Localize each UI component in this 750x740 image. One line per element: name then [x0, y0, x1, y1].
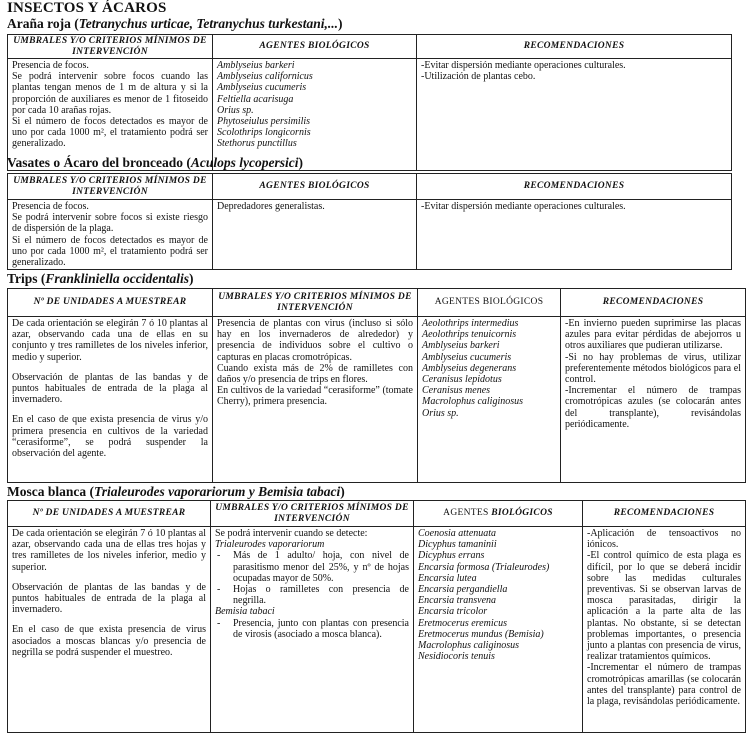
recomendacion-item: -En invierno pueden suprimirse las placas azules para evitar pérdidas de abejorros u otros auxiliares que pudieran utilizarse.: [565, 318, 741, 352]
umbral-line: Se podrá intervenir sobre focos cuando las plantas tengan menos de 1 m de altura y si la proporción de auxiliares es menor de 1 fitoseido por cada 10 arañas rojas.: [12, 71, 208, 116]
recomendacion-item: -Evitar dispersión mediante operaciones culturales.: [421, 60, 626, 71]
cell-recomendaciones: [561, 317, 746, 483]
header-umbrales: UMBRALES Y/O CRITERIOS MÍNIMOS DE INTERVENCIÓN: [211, 501, 414, 527]
agente-item: Eretmocerus mundus (Bemisia): [418, 628, 544, 640]
cell-muestreo: [8, 527, 211, 733]
umbral-line: Cuando exista más de 2% de ramilletes con daños y/o presencia de trips en flores.: [217, 362, 413, 386]
section-title-text: Trips (: [7, 271, 46, 286]
umbral-line: Presencia de focos.: [12, 60, 89, 71]
cell-agentes: [418, 317, 561, 483]
header-agentes: AGENTES BIOLÓGICOS: [418, 289, 561, 317]
recomendacion-item: -El control químico de esta plaga es difícil, por lo que se deberá incidir sobre las medidas culturales preventivas. Si se observan larvas de mosca parasitadas, dirigir la aplicación a la parte alta de las plantas. No obstante, si se detectan problemas importantes, o presencia junto a plantas con presencia de virus, realizar tratamientos químicos.: [587, 550, 741, 663]
muestreo-paragraph: Observación de plantas de las bandas y de puntos habituales de entrada de la plaga al invernadero.: [12, 371, 208, 406]
umbral-line: En cultivos de la variedad “cerasiforme” (tomate Cherry), primera presencia.: [217, 385, 413, 408]
cell-muestreo: [8, 317, 213, 483]
agente-item: Eretmocerus eremicus: [418, 617, 507, 629]
recomendacion-item: -Aplicación de tensoactivos no iónicos.: [587, 528, 741, 551]
muestreo-paragraph: De cada orientación se elegirán 7 ó 10 plantas al azar, observando cada una de ellas en su conjunto y tres ramilletes de los niveles inferior, medio y superior.: [12, 318, 208, 363]
agente-item: Nesidiocoris tenuis: [418, 651, 495, 663]
cell-umbrales: [213, 317, 418, 483]
agente-item: Scolothrips longicornis: [217, 127, 311, 139]
section-title-species: Trialeurodes vaporariorum y Bemisia tabaci: [94, 484, 341, 499]
agente-item: Ceranisus lepidotus: [422, 374, 502, 386]
agente-item: Amblyseius californicus: [217, 71, 313, 83]
table-vasates: [7, 173, 732, 270]
section-title-end: ): [340, 484, 345, 499]
section-title-end: ): [189, 271, 194, 286]
header-umbrales: UMBRALES Y/O CRITERIOS MÍNIMOS DE INTERVENCIÓN: [8, 174, 213, 200]
agente-item: Amblyseius cucumeris: [217, 82, 307, 94]
umbral-line: Se podrá intervenir sobre focos si existe riesgo de dispersión de la plaga.: [12, 212, 208, 235]
section-title-mosca-blanca: [7, 484, 345, 500]
section-title-text: Araña roja (: [7, 16, 79, 31]
table-arana-roja: [7, 34, 732, 171]
muestreo-paragraph: Observación de plantas de las bandas y de puntos habituales de entrada de la plaga al invernadero.: [12, 581, 206, 616]
agente-item: Aeolothrips tenuicornis: [422, 329, 517, 341]
section-title-species: Tetranychus urticae, Tetranychus turkestani,...: [78, 16, 339, 31]
header-biologicos-word: BIOLÓGICOS: [491, 508, 553, 519]
agente-item: Coenosia attenuata: [418, 528, 497, 539]
recomendacion-item: -Si no hay problemas de virus, utilizar preferentemente métodos biológicos para el control.: [565, 351, 741, 386]
section-title-text: Mosca blanca (: [7, 484, 94, 499]
cell-umbrales: [8, 59, 213, 171]
header-recomendaciones: RECOMENDACIONES: [417, 35, 732, 59]
agente-item: Dicyphus errans: [418, 550, 485, 562]
umbral-bullet: - Hojas o ramilletes con presencia de negrilla.: [215, 584, 409, 606]
umbral-line: Presencia de focos.: [12, 201, 89, 212]
header-umbrales: UMBRALES Y/O CRITERIOS MÍNIMOS DE INTERVENCIÓN: [8, 35, 213, 59]
muestreo-paragraph: En el caso de que exista presencia de virus asociados a moscas blancas y/o presencia de negrilla se podrá suspender el muestreo.: [12, 624, 206, 658]
section-title-end: ): [298, 155, 303, 170]
agente-item: Amblyseius degenerans: [422, 362, 517, 374]
muestreo-paragraph: De cada orientación se elegirán 7 ó 10 plantas al azar, observando cada una de ellas tres hojas y tres ramilletes de los niveles inferior, medio y superior.: [12, 528, 206, 573]
section-title-text: Vasates o Ácaro del bronceado (: [7, 155, 191, 170]
cell-recomendaciones: [583, 527, 746, 733]
agente-item: Amblyseius barkeri: [217, 60, 295, 71]
recomendacion-item: -Utilización de plantas cebo.: [421, 71, 536, 83]
agente-item: Phytoseiulus persimilis: [217, 116, 311, 128]
agente-item: Ceranisus menes: [422, 385, 491, 397]
agente-item: Stethorus punctillus: [217, 138, 297, 150]
umbral-bullet: - Presencia, junto con plantas con presencia de virosis (asociado a mosca blanca).: [215, 618, 409, 640]
header-agentes: AGENTES BIOLÓGICOS: [213, 35, 417, 59]
agente-item: Orius sp.: [217, 104, 254, 116]
cell-recomendaciones: -Evitar dispersión mediante operaciones culturales.: [417, 200, 732, 270]
header-umbrales: UMBRALES Y/O CRITERIOS MÍNIMOS DE INTERVENCIÓN: [213, 289, 418, 317]
section-title-end: ): [338, 16, 343, 31]
agente-item: Feltiella acarisuga: [217, 93, 294, 105]
agente-item: Encarsia tricolor: [418, 606, 488, 618]
header-muestreo: Nº DE UNIDADES A MUESTREAR: [8, 289, 213, 317]
umbral-line: Presencia de plantas con virus (incluso si sólo hay en los invernaderos de alrededor) y presencia de individuos sobre el cultivo o capturas en placas cromotrópicas.: [217, 318, 413, 363]
cell-umbrales: [211, 527, 414, 733]
agente-item: Macrolophus caliginosus: [422, 396, 524, 408]
table-mosca-blanca: [7, 500, 746, 733]
umbral-intro: Se podrá intervenir cuando se detecte:: [215, 528, 368, 539]
header-agentes: AGENTES BIOLÓGICOS: [213, 174, 417, 200]
header-recomendaciones: RECOMENDACIONES: [417, 174, 732, 200]
header-agentes-word: AGENTES: [443, 508, 489, 519]
umbral-line: Si el número de focos detectados es mayor de uno por cada 1000 m², el tratamiento podrá ser generalizado.: [12, 116, 208, 150]
agente-item: Amblyseius cucumeris: [422, 351, 512, 363]
cell-agentes: Depredadores generalistas.: [213, 200, 417, 270]
agente-item: Encarsia lutea: [418, 572, 477, 584]
cell-agentes: [414, 527, 583, 733]
agente-item: Dicyphus tamaninii: [418, 539, 497, 551]
umbral-bullet: - Más de 1 adulto/ hoja, con nivel de parasitismo menor del 25%, y nº de hojas ocupadas mayor de 50%.: [215, 550, 409, 584]
section-title-species: Frankliniella occidentalis: [45, 271, 190, 286]
section-title-species: Aculops lycopersici: [190, 155, 299, 170]
umbral-species: Trialeurodes vaporariorum: [215, 539, 325, 551]
agente-item: Aeolothrips intermedius: [422, 318, 519, 329]
header-recomendaciones: RECOMENDACIONES: [561, 289, 746, 317]
umbral-species: Bemisia tabaci: [215, 606, 275, 618]
agente-item: Amblyseius barkeri: [422, 340, 500, 352]
header-agentes: [414, 501, 583, 527]
section-title-trips: [7, 271, 194, 287]
section-title-vasates: [7, 155, 303, 171]
umbral-line: Si el número de focos detectados es mayor de uno por cada 1000 m², el tratamiento podrá ser generalizado.: [12, 234, 208, 269]
agente-item: Encarsia transvena: [418, 595, 497, 607]
table-trips: [7, 288, 746, 483]
agente-item: Encarsia pergandiella: [418, 584, 508, 596]
agente-item: Macrolophus caliginosus: [418, 640, 520, 652]
cell-agentes: [213, 59, 417, 171]
page-title: INSECTOS Y ÁCAROS: [7, 0, 167, 16]
section-title-arana-roja: [7, 16, 343, 32]
cell-umbrales: [8, 200, 213, 270]
muestreo-paragraph: En el caso de que exista presencia de virus y/o primera presencia en cultivos de la variedad “cerasiforme”, se podrá suspender la observación del agente.: [12, 414, 208, 460]
recomendacion-item: -Incrementar el número de trampas cromotrópicas azules (se colocarán antes del transplante), revisándolas periódicamente.: [565, 385, 741, 430]
header-recomendaciones: RECOMENDACIONES: [583, 501, 746, 527]
agente-item: Encarsia formosa (Trialeurodes): [418, 561, 550, 573]
header-muestreo: Nº DE UNIDADES A MUESTREAR: [8, 501, 211, 527]
recomendacion-item: -Incrementar el número de trampas cromotrópicas amarillas (se colocarán antes del transplante) para control de la plaga, revisándolas periódicamente.: [587, 662, 741, 708]
agente-item: Orius sp.: [422, 407, 459, 419]
cell-recomendaciones: [417, 59, 732, 171]
